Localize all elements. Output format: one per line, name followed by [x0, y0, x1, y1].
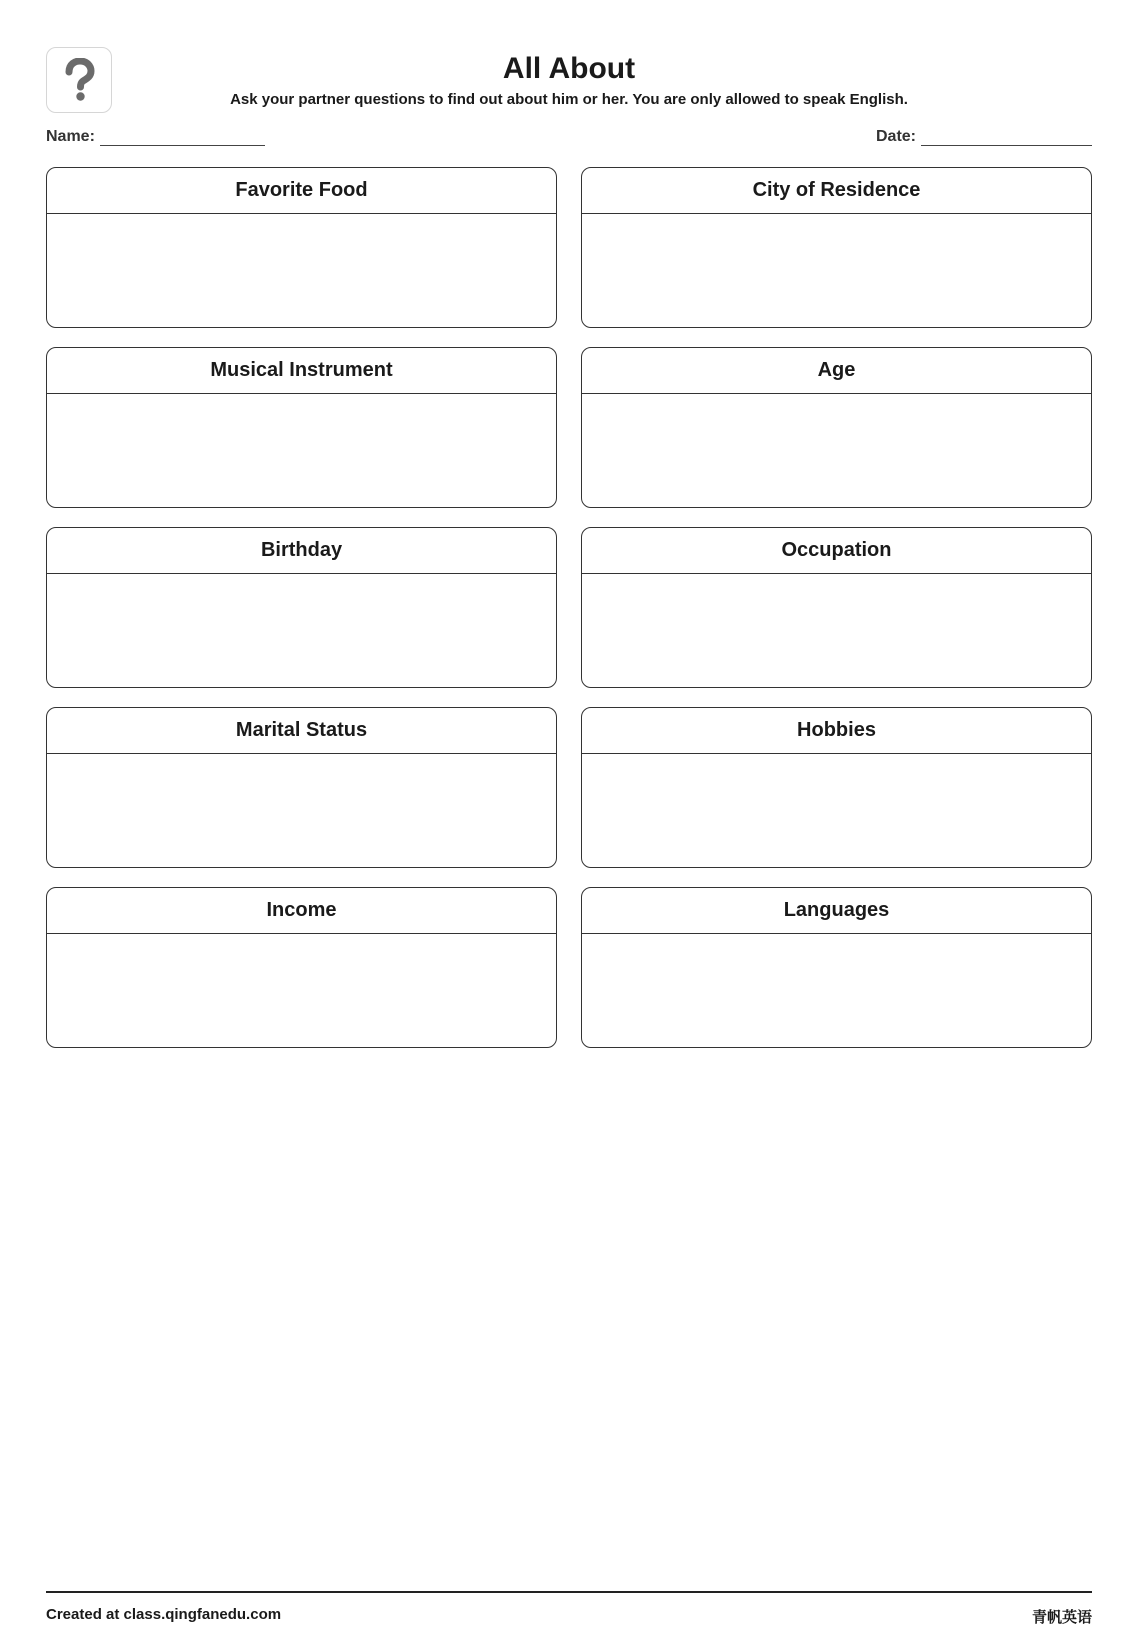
instructions: Ask your partner questions to find out about him or her. You are only allowed to speak English.	[230, 91, 908, 108]
answer-area[interactable]	[47, 394, 556, 507]
card-title: City of Residence	[582, 168, 1091, 214]
card-birthday	[46, 527, 557, 688]
name-label: Name:	[46, 128, 95, 145]
card-title: Hobbies	[582, 708, 1091, 754]
card-title: Marital Status	[47, 708, 556, 754]
card-hobbies	[581, 707, 1092, 868]
card-musical-instrument	[46, 347, 557, 508]
answer-area[interactable]	[47, 574, 556, 687]
card-languages	[581, 887, 1092, 1048]
card-title: Favorite Food	[47, 168, 556, 214]
page-title: All About	[502, 52, 636, 85]
answer-area[interactable]	[582, 394, 1091, 507]
question-grid	[46, 167, 1092, 1048]
card-title: Income	[47, 888, 556, 934]
date-input-line[interactable]	[921, 131, 1092, 146]
date-field[interactable]	[876, 128, 1092, 146]
card-age	[581, 347, 1092, 508]
answer-area[interactable]	[582, 754, 1091, 867]
card-title: Musical Instrument	[47, 348, 556, 394]
name-input-line[interactable]	[100, 131, 265, 146]
card-title: Birthday	[47, 528, 556, 574]
card-favorite-food	[46, 167, 557, 328]
answer-area[interactable]	[582, 574, 1091, 687]
answer-area[interactable]	[47, 934, 556, 1047]
footer-brand: 青帆英语	[1031, 1609, 1092, 1626]
card-marital-status	[46, 707, 557, 868]
card-title: Languages	[582, 888, 1091, 934]
answer-area[interactable]	[47, 214, 556, 327]
card-income	[46, 887, 557, 1048]
card-occupation	[581, 527, 1092, 688]
date-label: Date:	[875, 128, 916, 145]
answer-area[interactable]	[582, 934, 1091, 1047]
footer-divider	[46, 1591, 1092, 1593]
name-field[interactable]	[46, 128, 265, 146]
answer-area[interactable]	[47, 754, 556, 867]
card-title: Occupation	[582, 528, 1091, 574]
answer-area[interactable]	[582, 214, 1091, 327]
footer-credit: Created at class.qingfanedu.com	[46, 1606, 282, 1623]
card-city-of-residence	[581, 167, 1092, 328]
card-title: Age	[582, 348, 1091, 394]
